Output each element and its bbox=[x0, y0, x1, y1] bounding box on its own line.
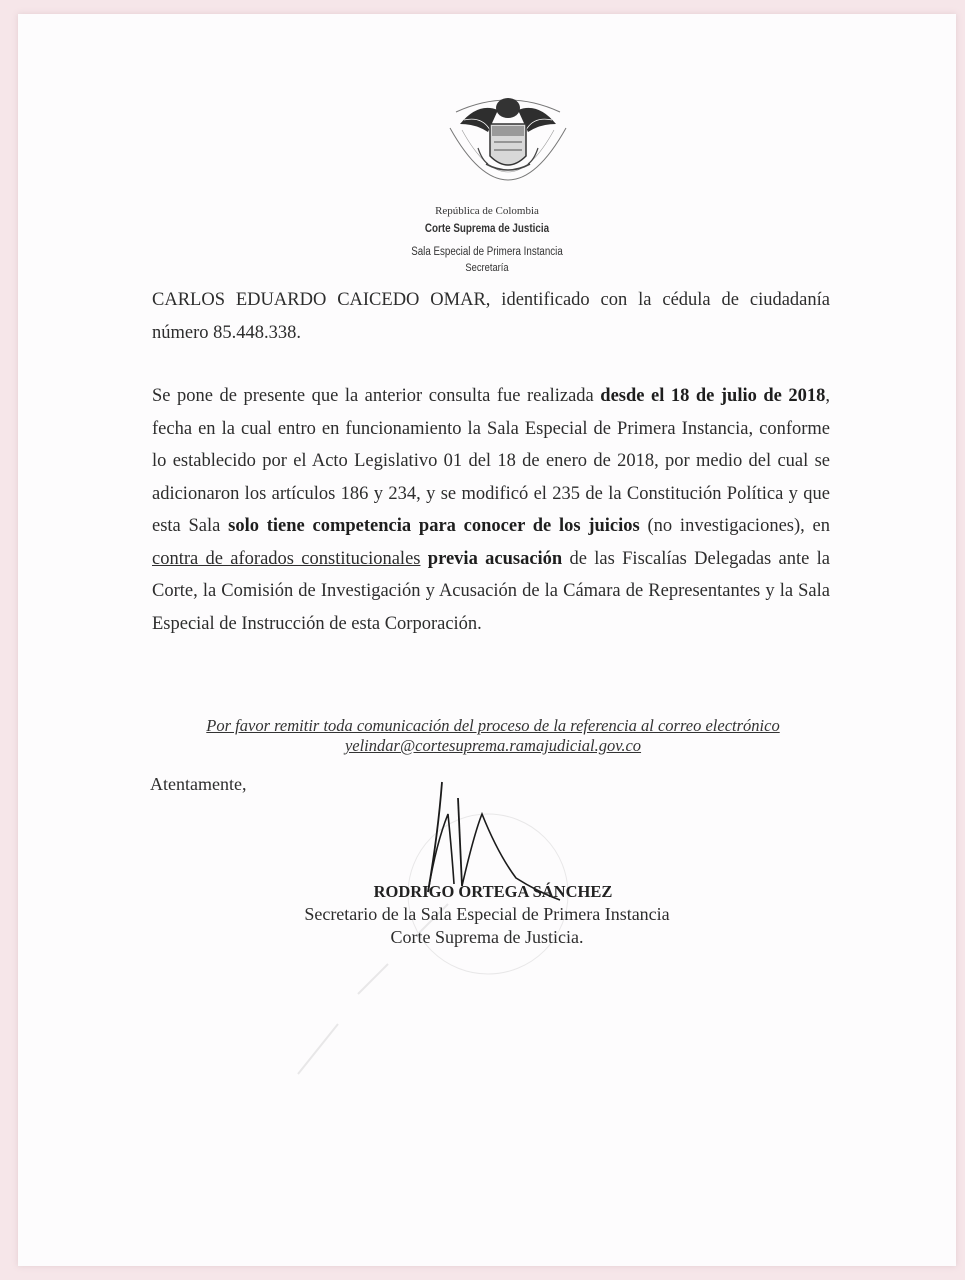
email-note bbox=[148, 716, 838, 756]
email-address[interactable]: yelindar@cortesuprema.ramajudicial.gov.co bbox=[344, 736, 642, 755]
text-run: CARLOS EDUARDO CAICEDO OMAR, identificado con la cédula de ciudadanía número 85.448.338. bbox=[152, 290, 830, 343]
header-chamber: Sala Especial de Primera Instancia bbox=[411, 246, 563, 258]
text-run: desde el 18 de julio de 2018 bbox=[600, 386, 826, 406]
signatory-name: RODRIGO ORTEGA SÁNCHEZ bbox=[373, 882, 613, 901]
paragraph-competence bbox=[152, 380, 830, 640]
paragraph-identification bbox=[152, 284, 830, 349]
coat-of-arms-seal-icon bbox=[442, 94, 574, 212]
text-run: de las Fiscalías Delegadas ante la Corte, la Comisión de Investigación y Acusación de la Cámara de Representantes y la Sala Especial de Instrucción de esta Corporación. bbox=[152, 548, 831, 634]
document-page bbox=[18, 14, 956, 1266]
text-run: Se pone de presente que la anterior consulta fue realizada bbox=[152, 386, 601, 406]
signatory-role: Secretario de la Sala Especial de Primera Instancia bbox=[304, 904, 670, 924]
text-run: , fecha en la cual entro en funcionamiento la Sala Especial de Primera Instancia, conforme lo establecido por el Acto Legislativo 01 del 18 de enero de 2018, por medio del cual se adicionaron los artículos 186 y 234, y se modificó el 235 de la Constitución Política y que esta Sala bbox=[152, 386, 831, 536]
text-run: (no investigaciones), en bbox=[639, 516, 830, 536]
closing-salutation: Atentamente, bbox=[150, 774, 247, 794]
header-court: Corte Suprema de Justicia bbox=[424, 221, 550, 235]
header-office: Secretaría bbox=[465, 262, 509, 274]
email-note-text: Por favor remitir toda comunicación del proceso de la referencia al correo electrónico bbox=[206, 716, 780, 735]
header-country: República de Colombia bbox=[435, 205, 539, 217]
text-run: contra de aforados constitucionales bbox=[152, 548, 421, 569]
text-run bbox=[420, 549, 427, 569]
text-run: solo tiene competencia para conocer de los juicios bbox=[228, 516, 640, 536]
text-run: previa acusación bbox=[427, 548, 563, 569]
signatory-organization: Corte Suprema de Justicia. bbox=[390, 927, 584, 947]
